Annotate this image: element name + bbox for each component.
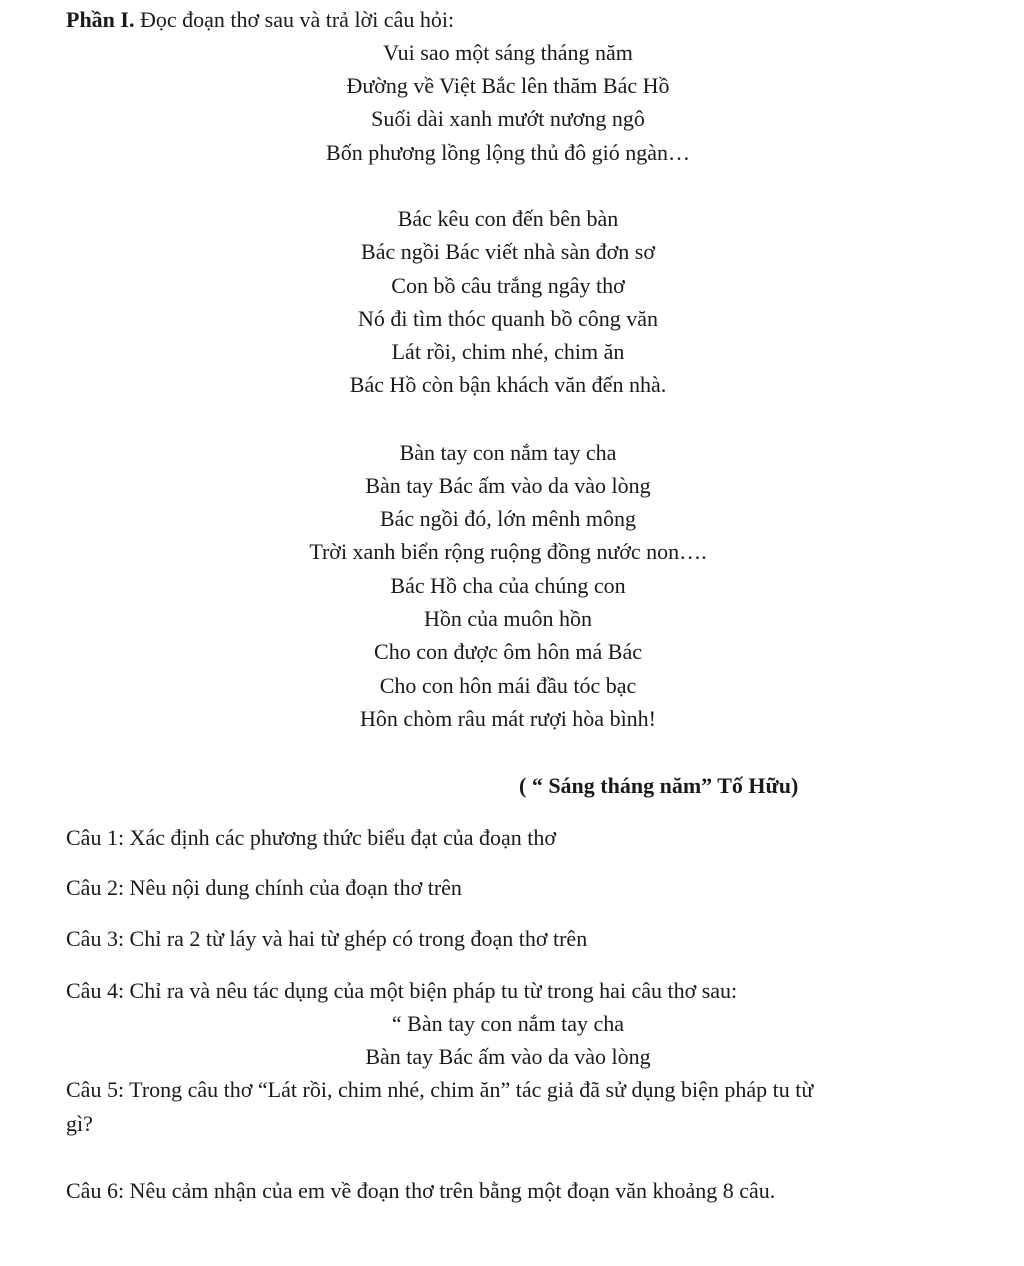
poem-line: Bốn phương lồng lộng thủ đô gió ngàn… xyxy=(326,140,690,165)
poem-line: Bác ngồi đó, lớn mênh mông xyxy=(379,506,637,531)
poem-line: Bác Hồ cha của chúng con xyxy=(390,573,626,598)
poem-line: Vui sao một sáng tháng năm xyxy=(383,40,633,65)
poem-line: Cho con được ôm hôn má Bác xyxy=(374,639,642,664)
section-heading-label: Phần I. xyxy=(66,7,135,32)
question-2: Câu 2: Nêu nội dung chính của đoạn thơ trên xyxy=(66,875,462,900)
poem-line: Hôn chòm râu mát rượi hòa bình! xyxy=(359,706,657,731)
poem-line: Cho con hôn mái đầu tóc bạc xyxy=(379,673,637,698)
poem-line: Bàn tay Bác ấm vào da vào lòng xyxy=(365,473,651,498)
poem-line: Suối dài xanh mướt nương ngô xyxy=(371,106,645,131)
question-4-quote-line: Bàn tay Bác ấm vào da vào lòng xyxy=(365,1044,651,1069)
poem-line: Trời xanh biển rộng ruộng đồng nước non…. xyxy=(309,539,707,564)
poem-line: Lát rồi, chim nhé, chim ăn xyxy=(391,339,625,364)
question-5: Câu 5: Trong câu thơ “Lát rồi, chim nhé, chim ăn” tác giả đã sử dụng biện pháp tu từ xyxy=(66,1077,814,1102)
question-3: Câu 3: Chỉ ra 2 từ láy và hai từ ghép có trong đoạn thơ trên xyxy=(66,926,588,951)
poem-line: Hồn của muôn hồn xyxy=(423,606,593,631)
question-5-continued: gì? xyxy=(66,1111,93,1136)
poem-line: Đường về Việt Bắc lên thăm Bác Hồ xyxy=(346,73,670,98)
question-4: Câu 4: Chỉ ra và nêu tác dụng của một biện pháp tu từ trong hai câu thơ sau: xyxy=(66,978,738,1003)
poem-line: Bàn tay con nắm tay cha xyxy=(399,440,617,465)
section-heading-text: Đọc đoạn thơ sau và trả lời câu hỏi: xyxy=(134,7,455,32)
poem-line: Nó đi tìm thóc quanh bồ công văn xyxy=(357,306,658,331)
poem-line: Bác ngồi Bác viết nhà sàn đơn sơ xyxy=(361,239,655,264)
poem-line: Con bồ câu trắng ngây thơ xyxy=(391,273,625,298)
question-1: Câu 1: Xác định các phương thức biểu đạt của đoạn thơ xyxy=(66,825,557,850)
poem-line: Bác Hồ còn bận khách văn đến nhà. xyxy=(349,372,667,397)
poem-source: ( “ Sáng tháng năm” Tố Hữu) xyxy=(519,773,799,798)
question-6: Câu 6: Nêu cảm nhận của em về đoạn thơ trên bằng một đoạn văn khoảng 8 câu. xyxy=(66,1178,776,1203)
poem-line: Bác kêu con đến bên bàn xyxy=(397,206,619,231)
question-4-quote-line: “ Bàn tay con nắm tay cha xyxy=(391,1011,625,1036)
section-heading xyxy=(66,7,454,33)
